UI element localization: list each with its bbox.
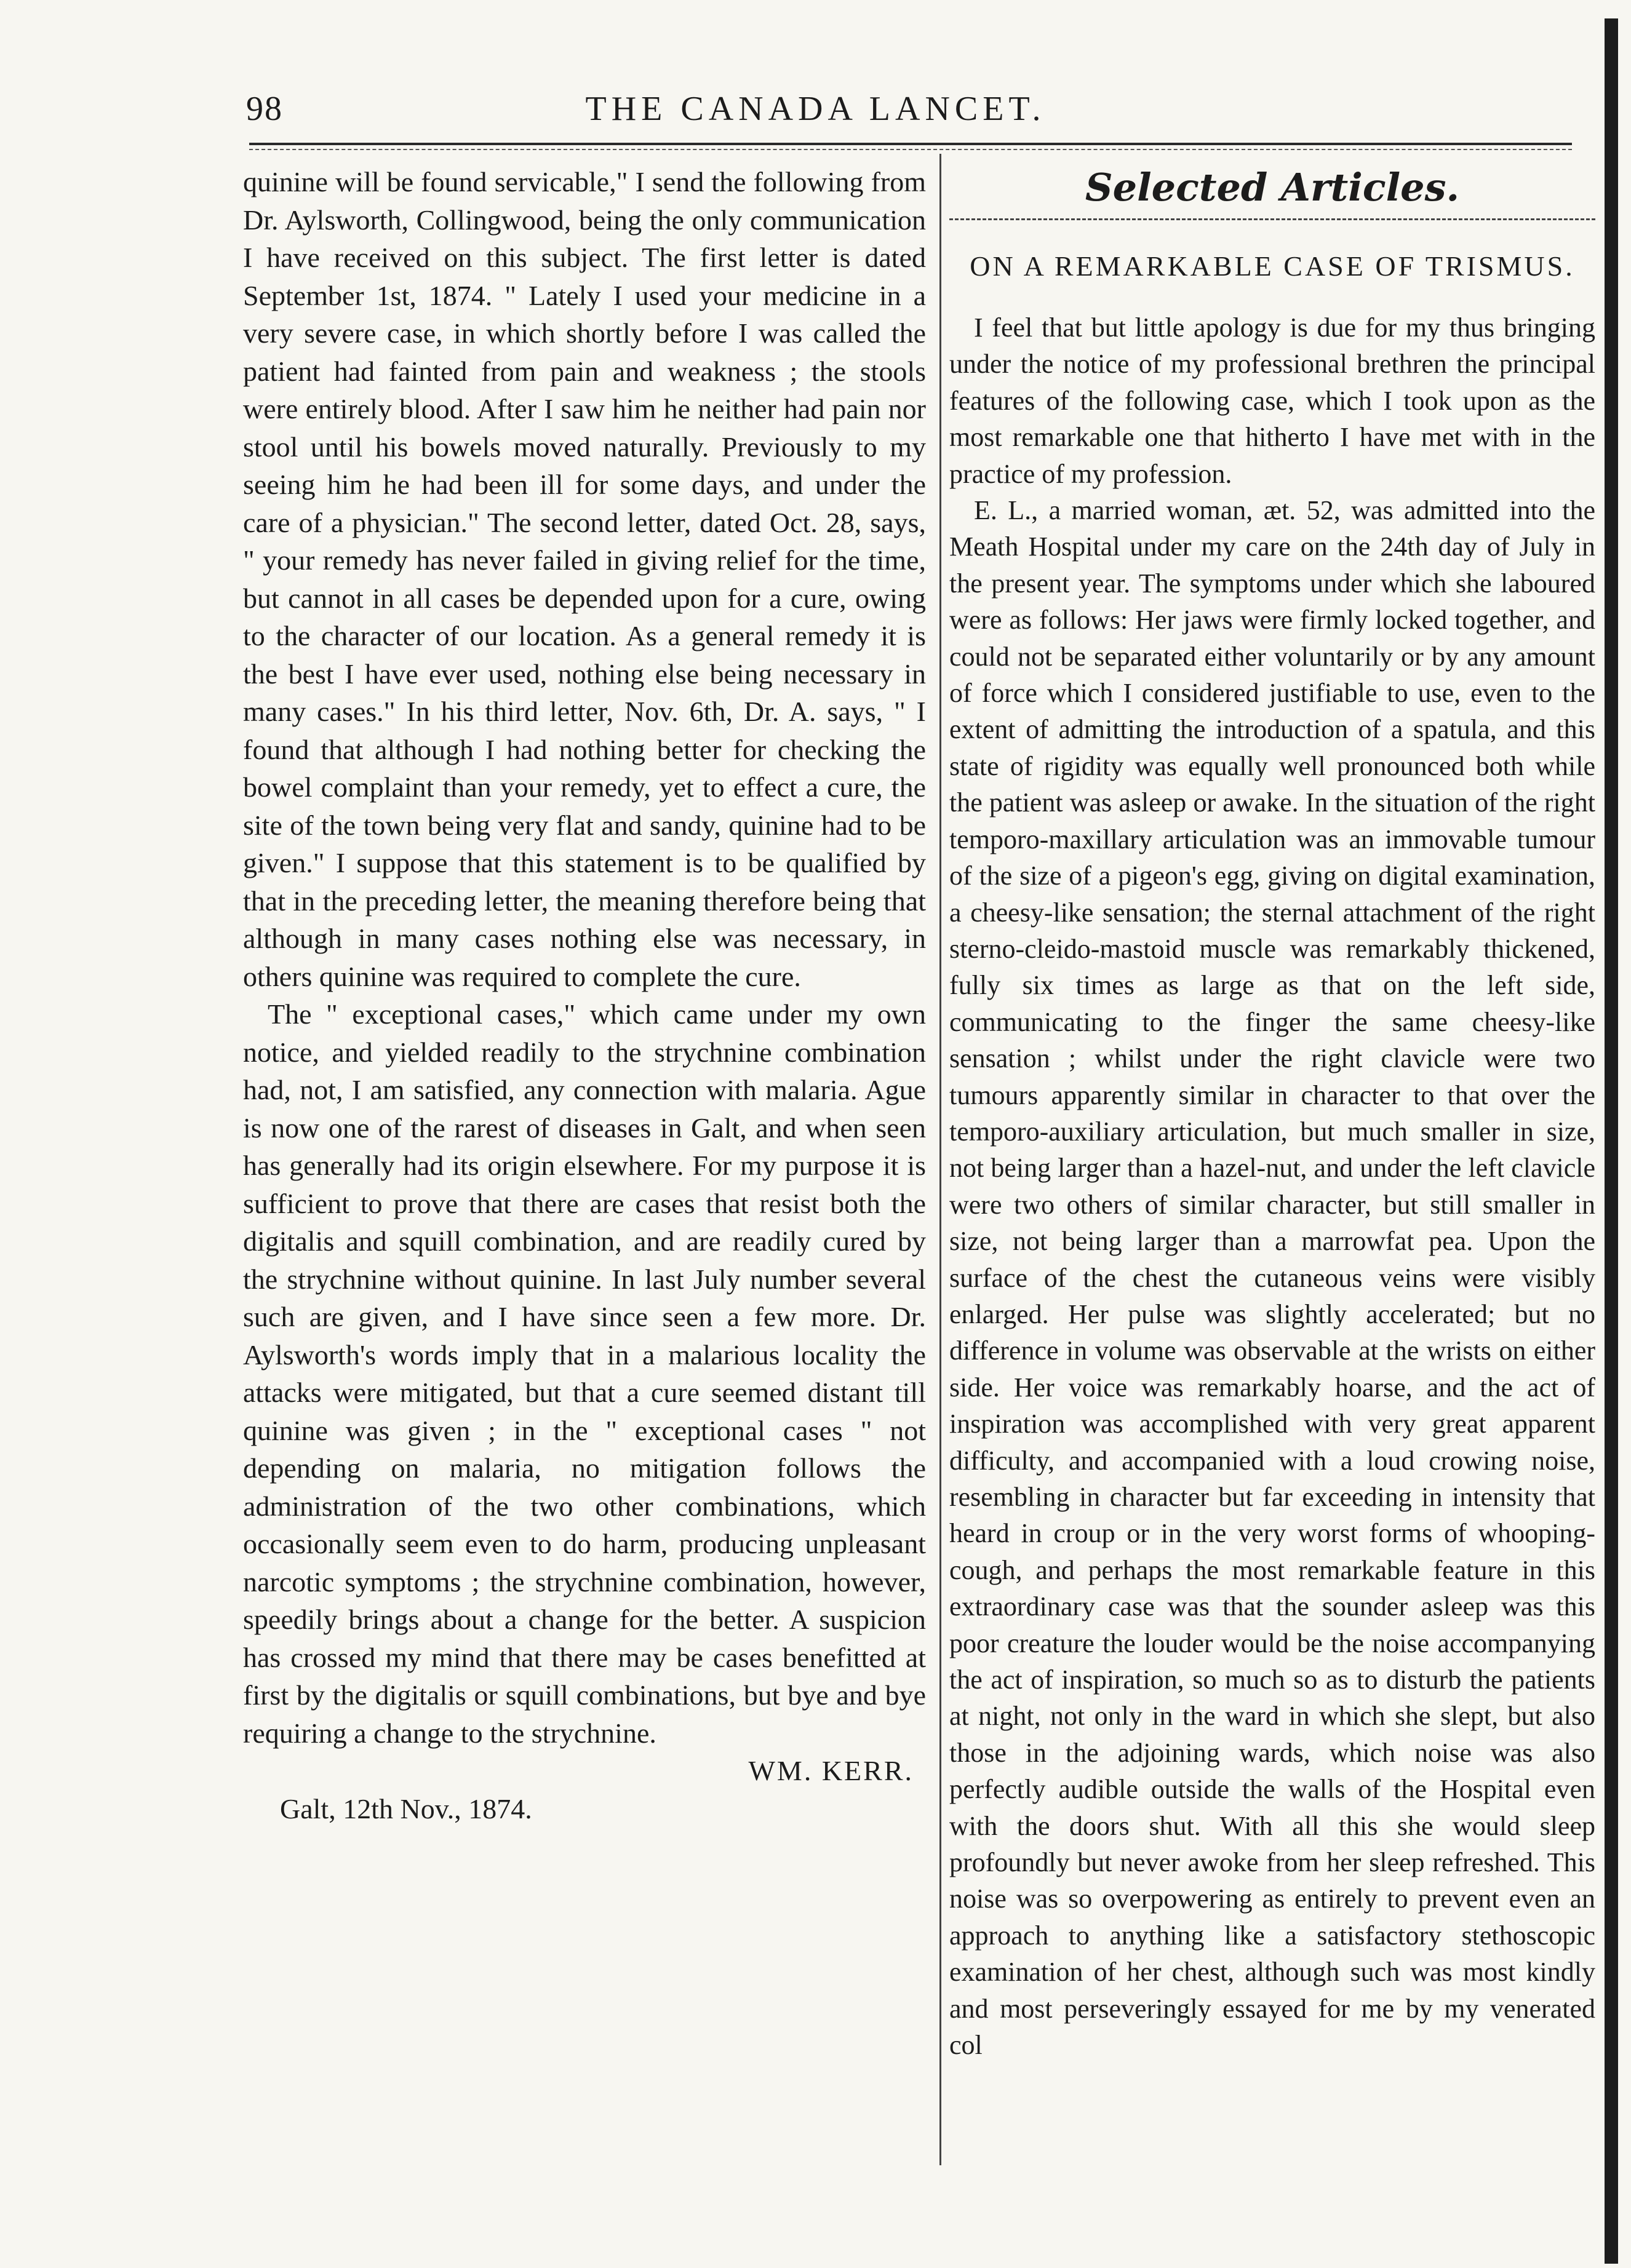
right-paragraph-1: I feel that but little apology is due for my thus bringing under the notice of my professional brethren the principal features of the following case, which I took upon as the most remarkable one that hitherto I have met with in the practice of my profession. (949, 312, 1595, 489)
place-date: Galt, 12th Nov., 1874. (280, 1793, 532, 1824)
page-number: 98 (246, 90, 283, 128)
header-rule (249, 143, 1572, 145)
article-title: ON A REMARKABLE CASE OF TRISMUS. (970, 250, 1575, 282)
right-column (949, 163, 1595, 2064)
author-signature: WM. KERR. (748, 1755, 914, 1786)
left-paragraph-2: The " exceptional cases," which came under my own notice, and yielded readily to the strychnine combination had, not, I am satisfied, any connection with malaria. Ague is now one of the rarest of diseases in Galt, and when seen has generally had its origin elsewhere. For my purpose it is sufficient to prove that there are cases that resist both the digitalis and squill combination, and are readily cured by the strychnine without quinine. In last July number several such are given, and I have since seen a few more. Dr. Aylsworth's words imply that in a malarious locality the attacks were mitigated, but that a cure seemed distant till quinine was given ; in the " exceptional cases " not depending on malaria, no mitigation follows the administration of the two other combinations, which occasionally seem even to do harm, producing unpleasant narcotic symptoms ; the strychnine combination, however, speedily brings about a change for the better. A suspicion has crossed my mind that there may be cases benefitted at first by the digitalis or squill combinations, but bye and bye requiring a change to the strychnine. (243, 998, 926, 1749)
page-binding-edge (1605, 18, 1618, 2264)
section-title: Selected Articles. (1085, 165, 1460, 210)
right-paragraph-2: E. L., a married woman, æt. 52, was admitted into the Meath Hospital under my care on the 24th day of July in the present year. The symptoms under which she laboured were as follows: Her jaws were firmly locked together, and could not be separated either voluntarily or by any amount of force which I considered justifiable to use, even to the extent of admitting the introduction of a spatula, and this state of rigidity was equally well pronounced both while the patient was asleep or awake. In the situation of the right temporo-maxillary articulation was an immovable tumour of the size of a pigeon's egg, giving on digital examination, a cheesy-like sensation; the sternal attachment of the right sterno-cleido-mastoid muscle was remarkably thickened, fully six times as large as that on the left side, communicating to the finger the same cheesy-like sensation ; whilst under the right clavicle were two tumours apparently similar in character to that over the temporo-auxiliary articulation, but much smaller in size, not being larger than a hazel-nut, and under the left clavicle were two others of similar character, but still smaller in size, not being larger than a marrowfat pea. Upon the surface of the chest the cutaneous veins were visibly enlarged. Her pulse was slightly accelerated; but no difference in volume was observable at the wrists on either side. Her voice was remarkably hoarse, and the act of inspiration was accomplished with very great apparent difficulty, and accompanied with a loud crowing noise, resembling in character but far exceeding in intensity that heard in croup or in the very worst forms of whooping-cough, and perhaps the most remarkable feature in this extraordinary case was that the sounder asleep was this poor creature the louder would be the noise accompanying the act of inspiration, so much so as to disturb the patients at night, not only in the ward in which she slept, but also those in the adjoining wards, which noise was also perfectly audible outside the walls of the Hospital even with the doors shut. With all this she would sleep profoundly but never awoke from her sleep refreshed. This noise was so overpowering as entirely to prevent even an approach to anything like a satisfactory stethoscopic examination of her chest, although such was most kindly and most perseveringly essayed for me by my venerated col (949, 495, 1595, 2061)
column-divider (939, 154, 941, 2165)
left-column (243, 163, 926, 1828)
section-title-rule (949, 218, 1595, 220)
header-rule-dashed (249, 149, 1572, 150)
journal-title: THE CANADA LANCET. (585, 90, 1046, 128)
left-paragraph-1: quinine will be found servicable," I send the following from Dr. Aylsworth, Collingwood, being the only communication I have received on this subject. The first letter is dated September 1st, 1874. " Lately I used your medicine in a very severe case, in which shortly before I was called the patient had fainted from pain and weakness ; the stools were entirely blood. After I saw him he neither had pain nor stool until his bowels moved naturally. Previously to my seeing him he had been ill for some days, and under the care of a physician." The second letter, dated Oct. 28, says, " your remedy has never failed in giving relief for the time, but cannot in all cases be depended upon for a cure, owing to the character of our location. As a general remedy it is the best I have ever used, nothing else being necessary in many cases." In his third letter, Nov. 6th, Dr. A. says, " I found that although I had nothing better for checking the bowel complaint than your remedy, yet to effect a cure, the site of the town being very flat and sandy, quinine had to be given." I suppose that this statement is to be qualified by that in the preceding letter, the meaning therefore being that although in many cases nothing else was necessary, in others quinine was required to complete the cure. (243, 166, 926, 992)
